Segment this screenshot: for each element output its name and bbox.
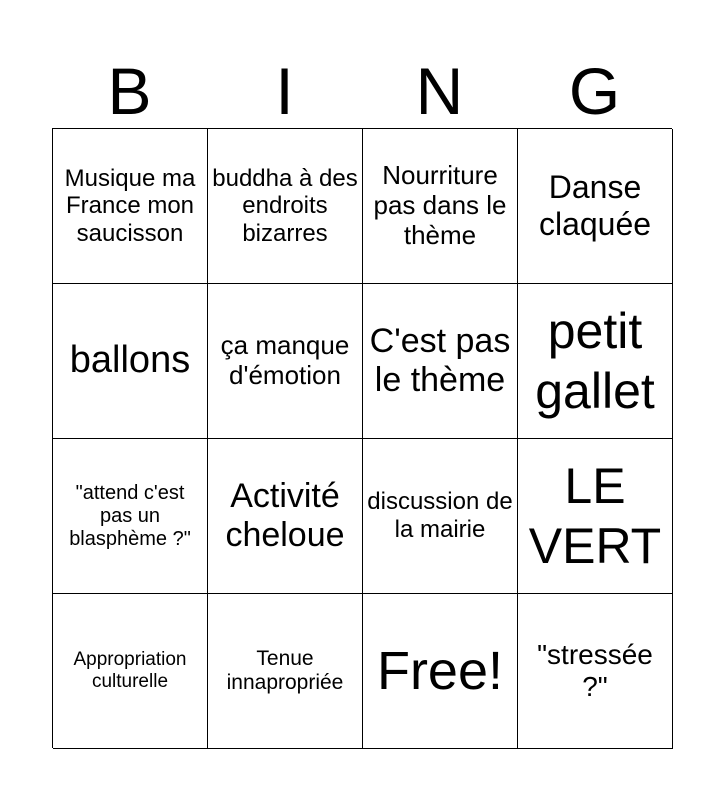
header-letter-b: B <box>107 54 152 128</box>
bingo-cell[interactable]: ballons <box>53 284 208 439</box>
free-space-cell[interactable]: Free! <box>363 594 518 749</box>
bingo-cell[interactable]: discussion de la mairie <box>363 439 518 594</box>
bingo-cell[interactable]: petit gallet <box>518 284 673 439</box>
header-letter-g: G <box>568 54 621 128</box>
bingo-cell[interactable]: Activité cheloue <box>208 439 363 594</box>
header-letter-n: N <box>415 54 464 128</box>
bingo-cell[interactable]: Nourriture pas dans le thème <box>363 129 518 284</box>
bingo-cell[interactable]: ça manque d'émotion <box>208 284 363 439</box>
bingo-cell[interactable]: "attend c'est pas un blasphème ?" <box>53 439 208 594</box>
bingo-cell[interactable]: Danse claquée <box>518 129 673 284</box>
bingo-cell[interactable]: buddha à des endroits bizarres <box>208 129 363 284</box>
bingo-cell[interactable]: LE VERT <box>518 439 673 594</box>
bingo-cell[interactable]: C'est pas le thème <box>363 284 518 439</box>
bingo-cell[interactable]: "stressée ?" <box>518 594 673 749</box>
bingo-grid <box>52 128 672 748</box>
bingo-cell[interactable]: Tenue innapropriée <box>208 594 363 749</box>
bingo-cell[interactable]: Musique ma France mon saucisson <box>53 129 208 284</box>
bingo-cell[interactable]: Appropriation culturelle <box>53 594 208 749</box>
header-letter-i: I <box>275 54 294 128</box>
bingo-header <box>52 55 672 127</box>
